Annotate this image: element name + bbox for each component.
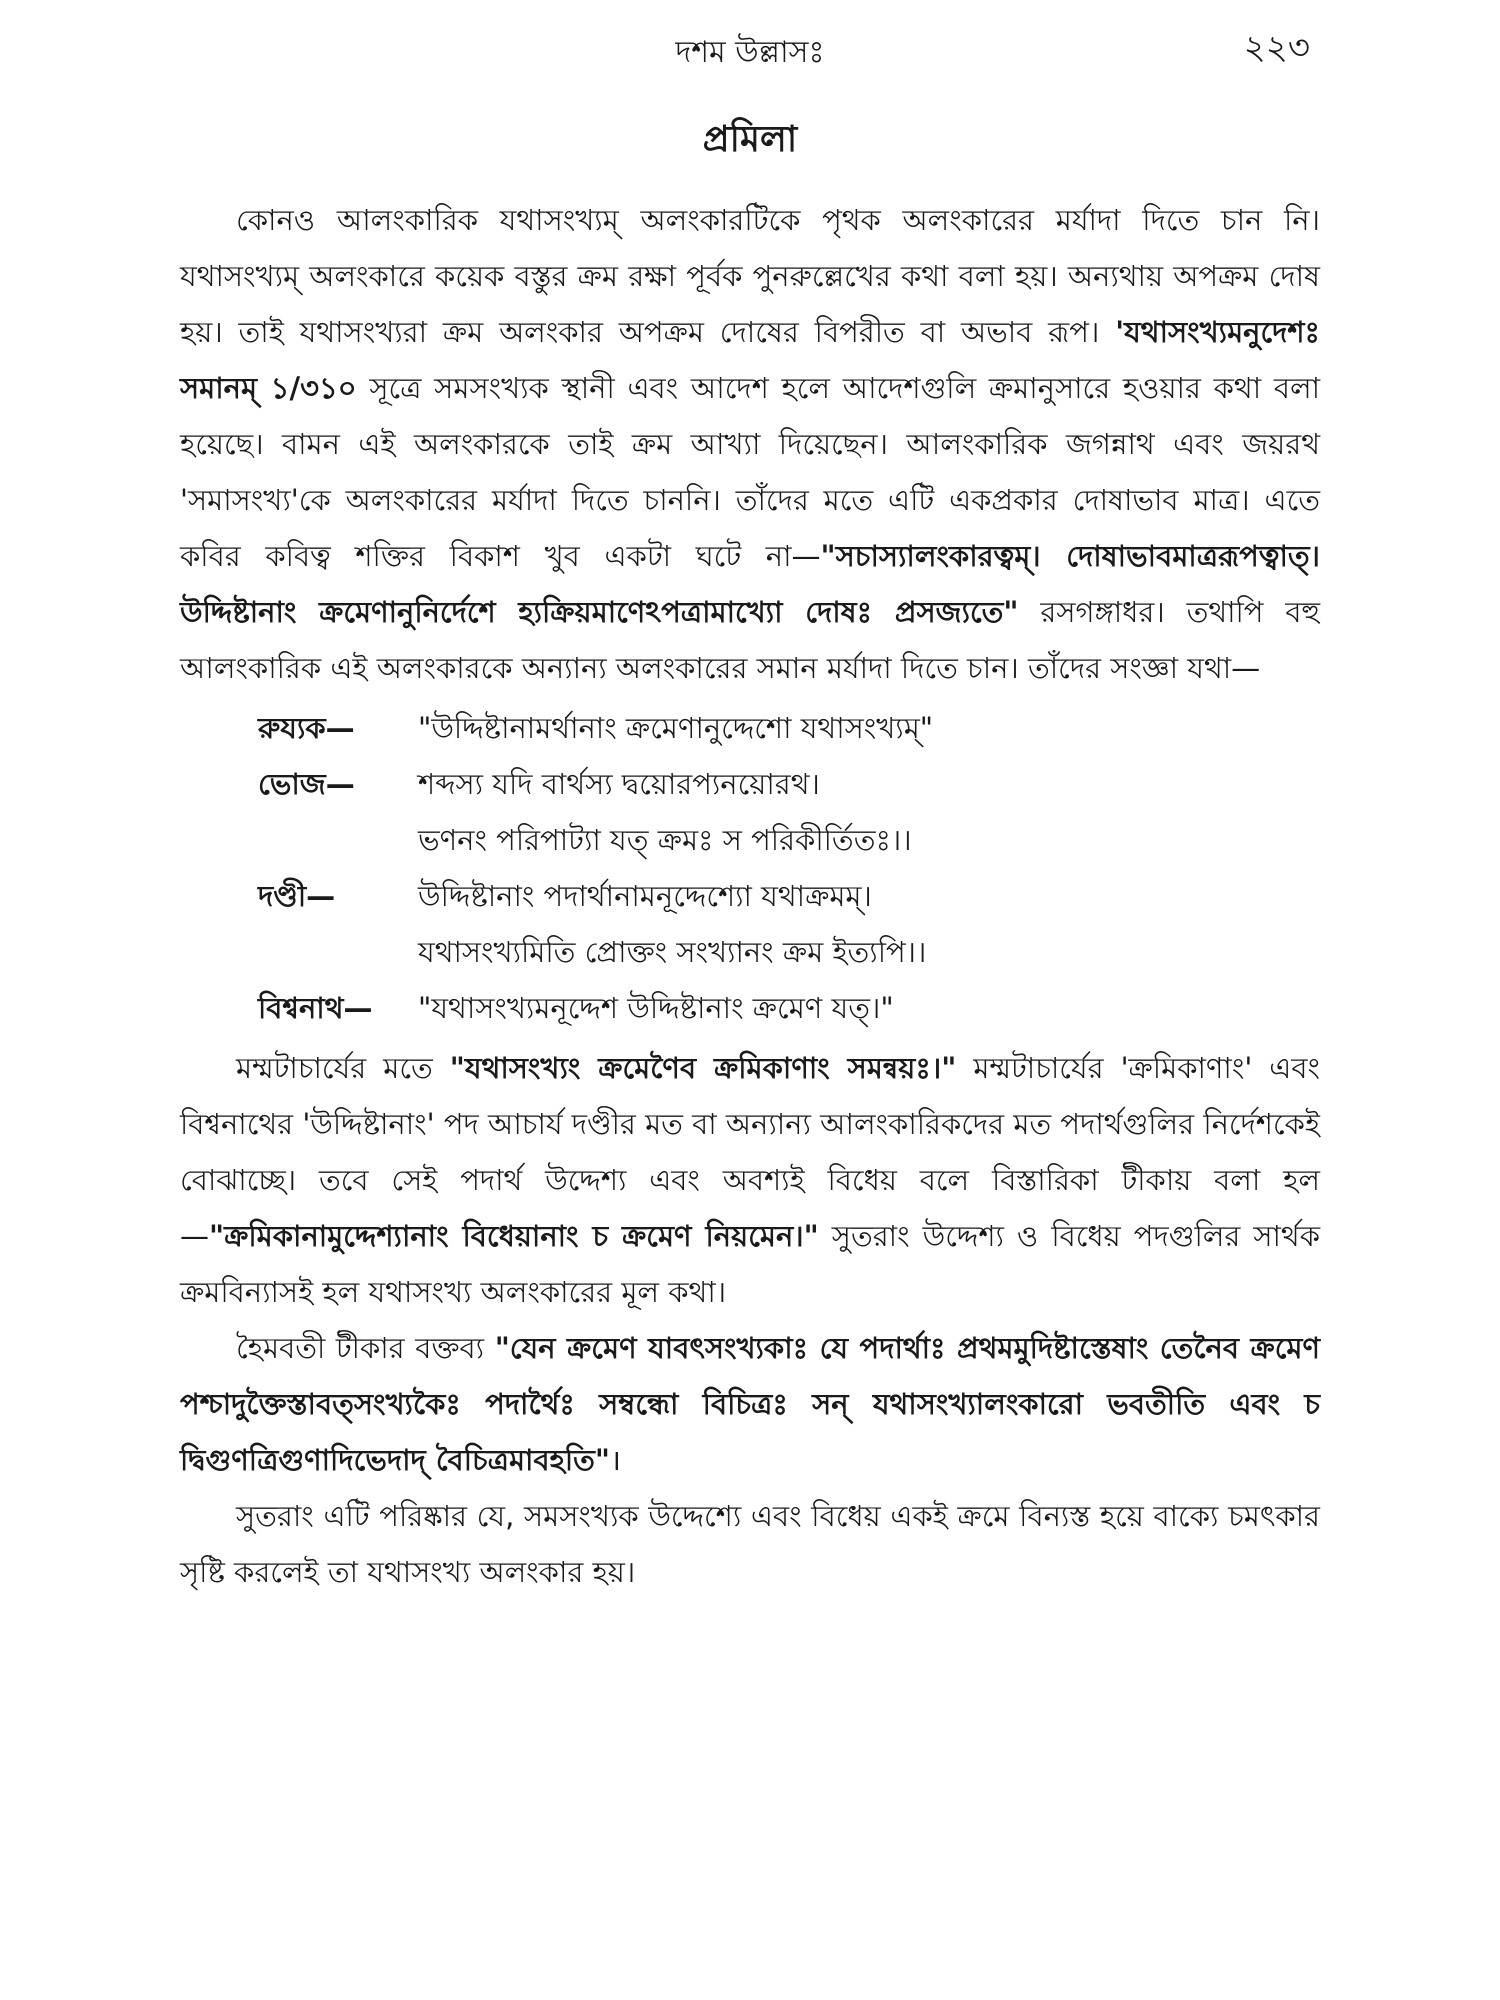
definition-dandi bbox=[258, 868, 1320, 980]
verse-line: উদ্দিষ্টানাং পদার্থানামনূদ্দেশ্যো যথাক্রমম্। bbox=[418, 879, 872, 913]
text-run: সূত্রে সমসংখ্যক স্থানী এবং আদেশ হলে আদেশগুলি ক্রমানুসারে হওয়ার কথা বলা হয়েছে। বামন এই অলংকারকে তাই ক্রম আখ্যা দিয়েছেন। আলংকারিক জগন্নাথ এবং জয়রথ 'সমাসংখ্য'কে অলংকারের মর্যাদা দিতে চাননি। তাঁদের মতে এটি একপ্রকার দোষাভাব মাত্র। এতে কবির কবিত্ব শক্তির বিকাশ খুব একটা ঘটে না— bbox=[180, 371, 1320, 573]
paragraph-mammat bbox=[180, 1040, 1320, 1320]
definition-label: ভোজ— bbox=[258, 767, 355, 801]
definition-text: "উদ্দিষ্টানামর্থানাং ক্রমেণানুদ্দেশো যথাসংখ্যম্" bbox=[418, 711, 934, 745]
running-head: দশম উল্লাসঃ bbox=[675, 35, 825, 70]
text-run: । bbox=[610, 1443, 621, 1477]
text-run: কোনও আলংকারিক যথাসংখ্যম্ অলংকারটিকে পৃথক অলংকারের মর্যাদা দিতে চান নি। যথাসংখ্যম্ অলংকারে কয়েক বস্তুর ক্রম রক্ষা পূর্বক পুনরুল্লেখের কথা বলা হয়। অন্যথায় অপক্রম দোষ হয়। তাই যথাসংখ্যরা ক্রম অলংকার অপক্রম দোষের বিপরীত বা অভাব রূপ। bbox=[180, 203, 1320, 349]
sutra-quote: 'যথাসংখ্যমনুদেশঃ সমানম্ ১/৩১০ bbox=[180, 315, 1320, 405]
definitions-list bbox=[258, 700, 1320, 1036]
page-header bbox=[0, 0, 1500, 110]
section-title: প্রমিলা bbox=[702, 119, 798, 160]
mammat-quote: "যথাসংখ্যং ক্রমেণৈব ক্রমিকাণাং সমন্বয়ঃ।" bbox=[449, 1051, 957, 1085]
haimavati-quote: "যেন ক্রমেণ যাবৎসংখ্যকাঃ যে পদার্থাঃ প্রথমমুদিষ্টাস্তেষাং তেনৈব ক্রমেণ পশ্চাদুক্তৈস্তাবত্সংখ্যকৈঃ পদার্থৈঃ সম্বন্ধো বিচিত্রঃ সন্ যথাসংখ্যালংকারো ভবতীতি এবং চ দ্বিগুণত্রিগুণাদিভেদাদ্ বৈচিত্রমাবহতি" bbox=[180, 1331, 1320, 1477]
paragraph-intro bbox=[180, 192, 1320, 696]
page-number: ২২৩ bbox=[1243, 28, 1310, 68]
text-run: মম্মটাচার্যের মতে bbox=[236, 1051, 450, 1085]
text-run: মম্মটাচার্যের 'ক্রমিকাণাং' এবং বিশ্বনাথের 'উদ্দিষ্টানাং' পদ আচার্য দণ্ডীর মত বা অন্যান্য আলংকারিকদের মত পদার্থগুলির নির্দেশকেই বোঝাচ্ছে। তবে সেই পদার্থ উদ্দেশ্য এবং অবশ্যই বিধেয় বলে বিস্তারিকা টীকায় বলা হল— bbox=[180, 1051, 1320, 1253]
text-run: রসগঙ্গাধর। তথাপি বহু আলংকারিক এই অলংকারকে অন্যান্য অলংকারের সমান মর্যাদা দিতে চান। তাঁদের সংজ্ঞা যথা— bbox=[180, 595, 1321, 685]
text-run: হৈমবতী টীকার বক্তব্য bbox=[236, 1331, 495, 1365]
definition-text bbox=[418, 756, 1320, 868]
verse-line: যথাসংখ্যমিতি প্রোক্তং সংখ্যানং ক্রম ইত্যপি।। bbox=[418, 935, 927, 969]
definition-ruyyak bbox=[258, 700, 1320, 756]
paragraph-conclusion: সুতরাং এটি পরিষ্কার যে, সমসংখ্যক উদ্দেশ্যে এবং বিধেয় একই ক্রমে বিন্যস্ত হয়ে বাক্যে চমৎকার সৃষ্টি করলেই তা যথাসংখ্য অলংকার হয়। bbox=[180, 1499, 1320, 1589]
vistarika-quote: "ক্রমিকানামুদ্দেশ্যানাং বিধেয়ানাং চ ক্রমেণ নিয়মেন।" bbox=[209, 1219, 819, 1253]
definition-vishwanath bbox=[258, 980, 1320, 1036]
text-run: সুতরাং উদ্দেশ্য ও বিধেয় পদগুলির সার্থক ক্রমবিন্যাসই হল যথাসংখ্য অলংকারের মূল কথা। bbox=[180, 1219, 1320, 1309]
rasagangadhar-quote: "সচাস্যালংকারত্বম্। দোষাভাবমাত্ররূপত্বাত্। উদ্দিষ্টানাং ক্রমেণানুনির্দেশে হ্যক্রিয়মাণেঽপত্রামাখ্যো দোষঃ প্রসজ্যতে" bbox=[180, 539, 1320, 629]
definition-bhoj bbox=[258, 756, 1320, 868]
definition-text bbox=[418, 868, 1320, 980]
paragraph-haimavati bbox=[180, 1320, 1320, 1488]
verse-line: ভণনং পরিপাট্যা যত্ ক্রমঃ স পরিকীর্তিতঃ।। bbox=[418, 823, 912, 857]
verse-line: শব্দস্য যদি বার্থস্য দ্বয়োরপ্যনয়োরথ। bbox=[418, 767, 820, 801]
definition-label: রুয্যক— bbox=[258, 711, 355, 745]
definition-text: "যথাসংখ্যমনূদ্দেশ উদ্দিষ্টানাং ক্রমেণ যত্।" bbox=[418, 991, 894, 1025]
definition-label: দণ্ডী— bbox=[258, 879, 336, 913]
definition-label: বিশ্বনাথ— bbox=[258, 991, 373, 1025]
page-body bbox=[180, 192, 1320, 1600]
